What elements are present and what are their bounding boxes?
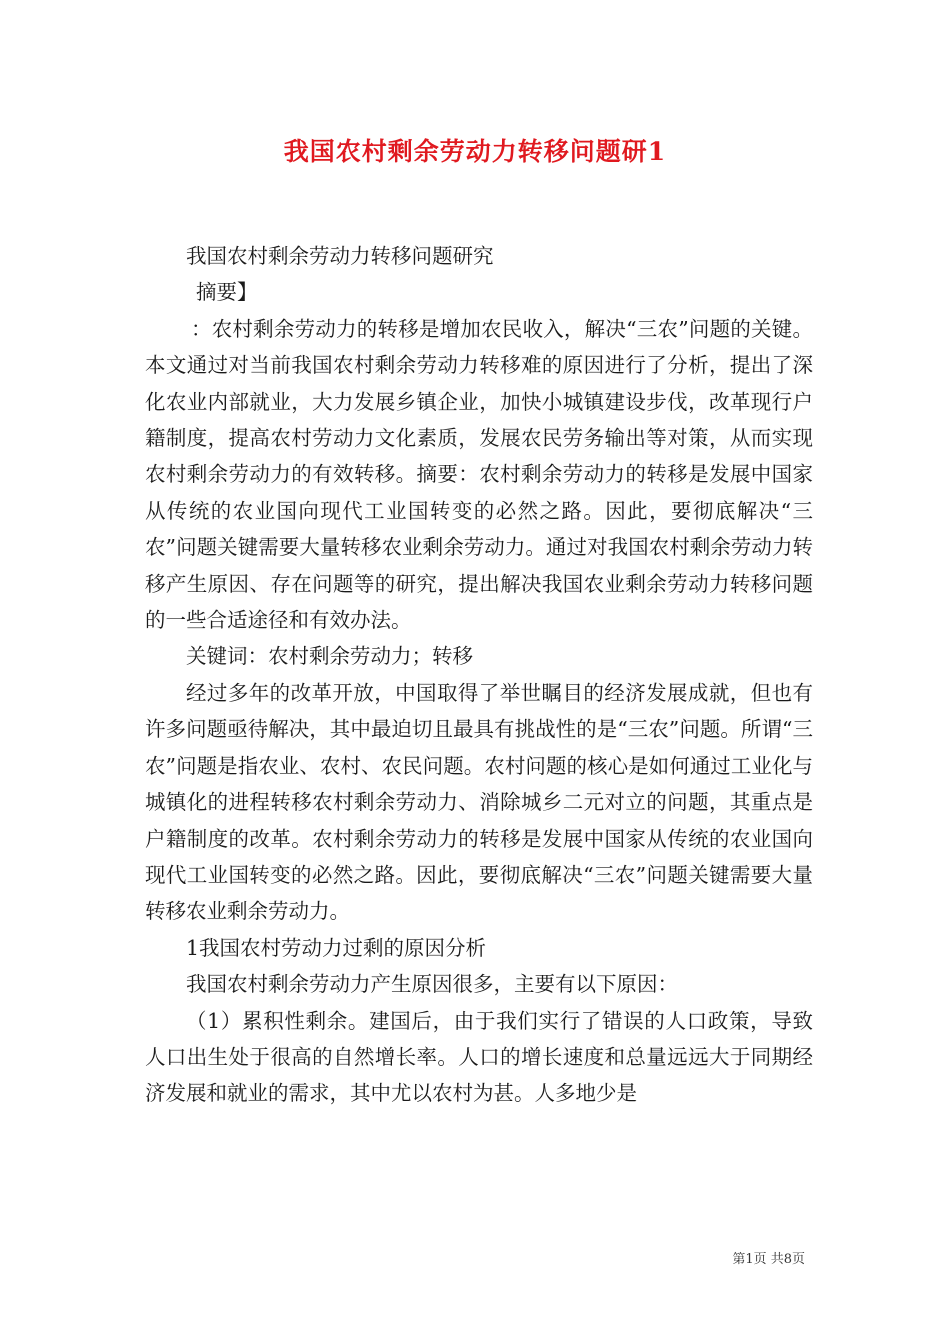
subtitle-paragraph: 我国农村剩余劳动力转移问题研究 xyxy=(186,244,494,268)
abstract-heading: 摘要】 xyxy=(196,280,258,305)
document-title: 我国农村剩余劳动力转移问题研1 xyxy=(283,137,667,166)
section-intro-paragraph: 我国农村剩余劳动力产生原因很多，主要有以下原因： xyxy=(186,972,678,997)
intro-paragraph: 经过多年的改革开放，中国取得了举世瞩目的经济发展成就，但也有许多问题亟待解决，其中最迫切且最具有挑战性的是“三农”问题。所谓“三农”问题是指农业、农村、农民问题。农村问题的核心是如何通过工业化与城镇化的进程转移农村剩余劳动力、消除城乡二元对立的问题，其重点是户籍制度的改革。农村剩余劳动力的转移是发展中国家从传统的农业国向现代工业国转变的必然之路。因此，要彻底解决“三农”问题关键需要大量转移农业剩余劳动力。 xyxy=(145,680,813,924)
abstract-paragraph: ：农村剩余劳动力的转移是增加农民收入，解决“三农”问题的关键。本文通过对当前我国农村剩余劳动力转移难的原因进行了分析，提出了深化农业内部就业，大力发展乡镇企业，加快小城镇建设步伐，改革现行户籍制度，提高农村劳动力文化素质，发展农民劳务输出等对策，从而实现农村剩余劳动力的有效转移。摘要：农村剩余劳动力的转移是发展中国家从传统的农业国向现代工业国转变的必然之路。因此，要彻底解决“三农”问题关键需要大量转移农业剩余劳动力。通过对我国农村剩余劳动力转移产生原因、存在问题等的研究，提出解决我国农业剩余劳动力转移问题的一些合适途径和有效办法。 xyxy=(145,316,813,633)
section-heading: 1我国农村劳动力过剩的原因分析 xyxy=(186,935,487,960)
page-number: 第1页 共8页 xyxy=(732,1252,805,1267)
keywords-paragraph: 关键词：农村剩余劳动力；转移 xyxy=(186,644,473,669)
cause-paragraph: （1）累积性剩余。建国后，由于我们实行了错误的人口政策，导致人口出生处于很高的自然增长率。人口的增长速度和总量远远大于同期经济发展和就业的需求，其中尤以农村为甚。人多地少是 xyxy=(145,1008,813,1106)
document-body xyxy=(145,238,813,1112)
